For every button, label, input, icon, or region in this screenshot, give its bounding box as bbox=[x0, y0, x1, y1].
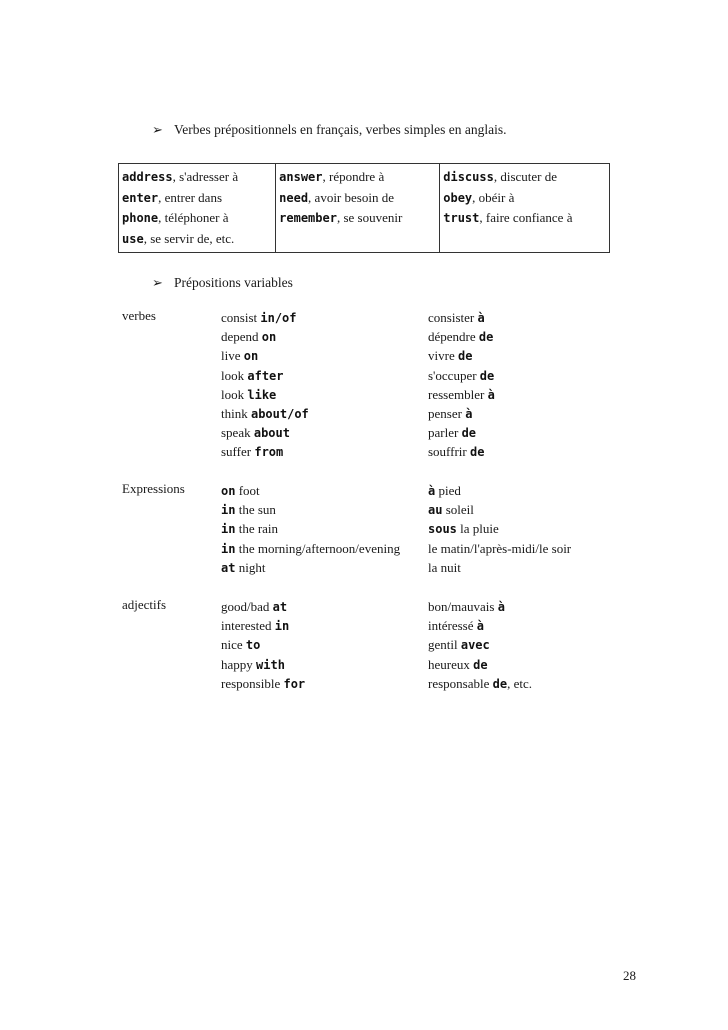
french-phrase bbox=[428, 597, 505, 617]
fr-bold: à bbox=[497, 600, 505, 614]
verb-entry bbox=[122, 229, 269, 250]
fr-bold: de bbox=[478, 330, 494, 345]
verb-translation: , entrer dans bbox=[158, 189, 223, 205]
section-label: verbes bbox=[122, 308, 156, 323]
fr-pre: souffrir bbox=[428, 444, 471, 460]
preposition-row bbox=[0, 616, 728, 635]
fr-pre: heureux bbox=[428, 656, 474, 672]
en-bold: on bbox=[261, 330, 277, 345]
verb-word: obey bbox=[443, 190, 473, 205]
french-phrase bbox=[428, 519, 499, 539]
en-pre: nice bbox=[221, 637, 246, 653]
french-phrase bbox=[428, 385, 495, 405]
en-bold: to bbox=[245, 638, 261, 653]
french-phrase bbox=[428, 346, 472, 366]
en-bold: in/of bbox=[260, 311, 297, 325]
en-post: foot bbox=[235, 483, 260, 498]
english-phrase bbox=[221, 558, 265, 578]
verb-word: address bbox=[122, 170, 173, 184]
verb-word: discuss bbox=[443, 170, 494, 184]
preposition-row bbox=[0, 519, 728, 538]
page-number: 28 bbox=[623, 968, 636, 983]
fr-pre: vivre bbox=[428, 348, 458, 364]
preposition-row bbox=[0, 674, 728, 693]
verb-translation: , avoir besoin de bbox=[308, 189, 394, 205]
english-phrase bbox=[221, 655, 285, 675]
english-phrase bbox=[221, 327, 276, 347]
heading-text: Verbes prépositionnels en français, verbes simples en anglais. bbox=[174, 122, 507, 137]
fr-bold: au bbox=[428, 503, 443, 518]
fr-post: , etc. bbox=[507, 675, 532, 691]
french-phrase bbox=[428, 635, 490, 655]
verb-entry bbox=[443, 167, 603, 188]
french-phrase bbox=[428, 674, 532, 694]
english-phrase bbox=[221, 674, 305, 694]
verb-translation: , faire confiance à bbox=[479, 210, 573, 225]
verb-entry bbox=[279, 188, 433, 209]
en-post: night bbox=[235, 559, 266, 575]
en-pre: think bbox=[221, 405, 251, 421]
bullet-heading-prepositions-variables bbox=[152, 275, 293, 291]
english-phrase bbox=[221, 519, 278, 539]
french-phrase bbox=[428, 366, 494, 386]
fr-pre: la nuit bbox=[428, 559, 461, 575]
en-pre: speak bbox=[221, 425, 254, 441]
verb-word: remember bbox=[279, 211, 337, 225]
french-phrase bbox=[428, 616, 484, 636]
en-pre: look bbox=[221, 367, 248, 383]
verb-translation: , téléphoner à bbox=[158, 210, 229, 225]
en-pre: look bbox=[221, 386, 248, 402]
verb-column bbox=[119, 164, 276, 253]
verb-column bbox=[440, 164, 610, 253]
en-bold: like bbox=[247, 387, 277, 402]
fr-bold: à bbox=[477, 311, 485, 325]
fr-pre: ressembler bbox=[428, 386, 488, 402]
verb-word: need bbox=[279, 190, 309, 205]
en-pre: happy bbox=[221, 656, 257, 672]
verb-entry bbox=[279, 167, 433, 188]
en-bold: about bbox=[253, 426, 290, 441]
verb-translation: , s'adresser à bbox=[172, 169, 239, 184]
en-bold: on bbox=[243, 349, 259, 364]
verb-translation: , se servir de, etc. bbox=[143, 230, 235, 246]
verb-entry bbox=[122, 167, 269, 188]
english-phrase bbox=[221, 404, 309, 424]
fr-post: pied bbox=[435, 483, 461, 498]
english-phrase bbox=[221, 481, 260, 501]
fr-bold: de bbox=[479, 368, 495, 383]
fr-bold: de bbox=[492, 676, 508, 691]
en-pre: consist bbox=[221, 310, 261, 325]
arrow-bullet-icon: ➢ bbox=[152, 275, 163, 290]
fr-pre: bon/mauvais bbox=[428, 599, 498, 614]
preposition-row bbox=[0, 539, 728, 558]
preposition-row bbox=[0, 481, 728, 500]
fr-post: soleil bbox=[442, 502, 474, 518]
english-phrase bbox=[221, 385, 276, 405]
preposition-row bbox=[0, 558, 728, 577]
preposition-row bbox=[0, 385, 728, 404]
french-phrase bbox=[428, 539, 571, 559]
verb-translation: , se souvenir bbox=[336, 210, 403, 225]
french-phrase bbox=[428, 558, 461, 578]
en-bold: at bbox=[221, 560, 236, 575]
preposition-row bbox=[0, 423, 728, 442]
verb-word: enter bbox=[122, 190, 159, 205]
fr-pre: intéressé bbox=[428, 618, 477, 634]
french-phrase bbox=[428, 442, 484, 462]
en-pre: responsible bbox=[221, 675, 284, 691]
english-phrase bbox=[221, 500, 276, 520]
en-post: the sun bbox=[235, 502, 276, 518]
fr-bold: à bbox=[465, 406, 473, 421]
en-bold: in bbox=[221, 503, 236, 518]
english-phrase bbox=[221, 635, 260, 655]
fr-bold: de bbox=[457, 349, 473, 364]
en-pre: live bbox=[221, 348, 244, 364]
french-phrase bbox=[428, 308, 485, 328]
preposition-row bbox=[0, 500, 728, 519]
french-phrase bbox=[428, 655, 488, 675]
en-bold: from bbox=[254, 445, 284, 460]
fr-post: la pluie bbox=[456, 521, 499, 537]
fr-bold: de bbox=[470, 445, 485, 460]
en-post: the morning/afternoon/evening bbox=[235, 540, 401, 556]
section-label: Expressions bbox=[122, 481, 185, 496]
verb-entry bbox=[443, 188, 603, 209]
french-phrase bbox=[428, 423, 476, 443]
en-pre: interested bbox=[221, 618, 275, 634]
verb-word: phone bbox=[122, 211, 159, 225]
verb-translation: , discuter de bbox=[493, 169, 557, 184]
en-post: the rain bbox=[235, 521, 279, 537]
french-phrase bbox=[428, 327, 493, 347]
preposition-row bbox=[0, 366, 728, 385]
verb-entry bbox=[122, 208, 269, 229]
fr-pre: consister bbox=[428, 310, 478, 325]
en-pre: depend bbox=[221, 329, 262, 345]
preposition-row bbox=[0, 346, 728, 365]
english-phrase bbox=[221, 442, 283, 462]
fr-pre: le matin/l'après-midi/le soir bbox=[428, 540, 572, 556]
verb-table bbox=[118, 163, 610, 253]
preposition-row bbox=[0, 308, 728, 327]
english-phrase bbox=[221, 423, 290, 443]
english-phrase bbox=[221, 616, 289, 636]
en-bold: in bbox=[274, 619, 290, 634]
en-pre: suffer bbox=[221, 444, 255, 460]
preposition-row bbox=[0, 655, 728, 674]
fr-pre: parler bbox=[428, 425, 462, 441]
english-phrase bbox=[221, 346, 258, 366]
preposition-row bbox=[0, 597, 728, 616]
english-phrase bbox=[221, 597, 287, 617]
verb-word: use bbox=[122, 231, 144, 246]
bullet-heading-verbes-prepositionnels bbox=[152, 122, 507, 138]
en-bold: after bbox=[247, 368, 284, 383]
french-phrase bbox=[428, 404, 472, 424]
fr-bold: de bbox=[473, 657, 488, 672]
fr-pre: s'occuper bbox=[428, 367, 480, 383]
fr-bold: sous bbox=[428, 522, 457, 537]
verb-entry bbox=[122, 188, 269, 209]
verb-word: trust bbox=[443, 211, 480, 225]
fr-bold: à bbox=[428, 484, 436, 498]
verb-column bbox=[276, 164, 440, 253]
verb-word: answer bbox=[279, 170, 323, 184]
en-bold: in bbox=[221, 522, 236, 537]
preposition-row bbox=[0, 442, 728, 461]
fr-pre: responsable bbox=[428, 675, 493, 691]
arrow-bullet-icon: ➢ bbox=[152, 122, 163, 137]
en-bold: at bbox=[272, 600, 288, 614]
verb-translation: , répondre à bbox=[322, 169, 385, 184]
verb-entry bbox=[443, 208, 603, 229]
fr-bold: avec bbox=[460, 638, 490, 653]
en-bold: in bbox=[221, 541, 236, 556]
french-phrase bbox=[428, 500, 474, 520]
fr-pre: dépendre bbox=[428, 329, 479, 345]
english-phrase bbox=[221, 308, 297, 328]
en-bold: for bbox=[283, 676, 306, 691]
fr-pre: gentil bbox=[428, 637, 461, 653]
english-phrase bbox=[221, 539, 400, 559]
heading-text: Prépositions variables bbox=[174, 275, 293, 290]
english-phrase bbox=[221, 366, 284, 386]
french-phrase bbox=[428, 481, 461, 501]
verb-entry bbox=[279, 208, 433, 229]
fr-bold: à bbox=[476, 619, 484, 634]
en-bold: about/of bbox=[250, 406, 309, 421]
en-pre: good/bad bbox=[221, 599, 273, 614]
verb-translation: , obéir à bbox=[472, 189, 515, 205]
preposition-row bbox=[0, 327, 728, 346]
section-label: adjectifs bbox=[122, 597, 167, 612]
en-bold: on bbox=[221, 484, 236, 498]
en-bold: with bbox=[256, 657, 285, 672]
fr-pre: penser bbox=[428, 405, 466, 421]
preposition-row bbox=[0, 404, 728, 423]
fr-bold: à bbox=[487, 387, 495, 402]
fr-bold: de bbox=[461, 426, 477, 441]
preposition-row bbox=[0, 635, 728, 654]
